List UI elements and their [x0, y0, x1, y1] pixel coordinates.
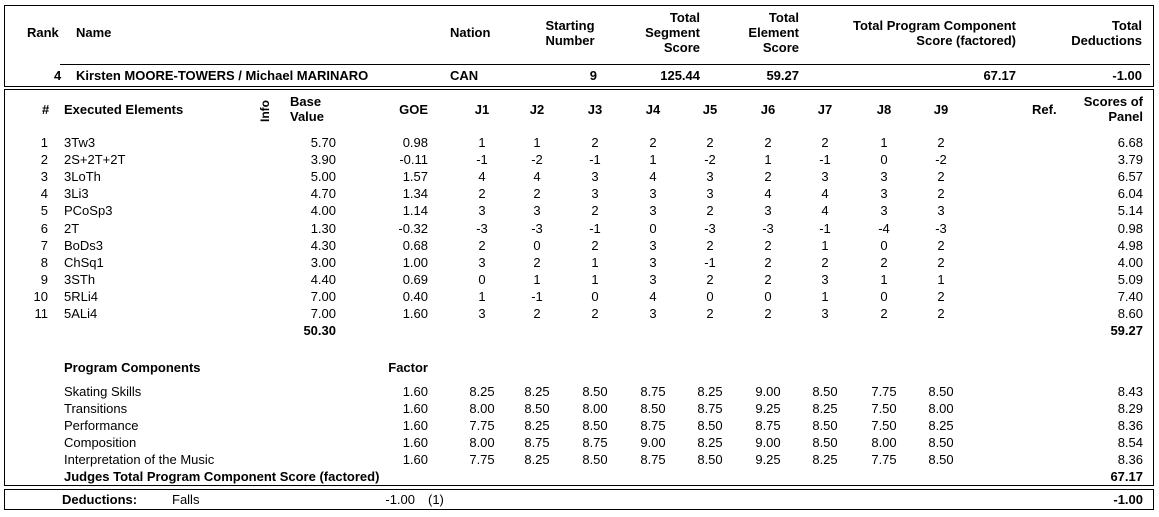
element-judge-2-mark: 1 [533, 135, 541, 150]
element-judge-8-mark: 0 [880, 152, 888, 168]
component-judge-1-mark: 8.00 [469, 401, 495, 416]
element-judge-1-mark: 1 [478, 135, 486, 150]
element-judge-7-mark: 2 [821, 135, 829, 150]
judge-header-5: J5 [702, 102, 718, 117]
component-name: Composition [64, 435, 137, 450]
component-name: Interpretation of the Music [64, 452, 215, 467]
tes-label-line3: Score [762, 40, 799, 55]
element-judge-6-mark: 2 [764, 237, 772, 253]
component-judge-8-mark: 7.50 [871, 401, 897, 416]
element-judge-7-mark: 4 [821, 186, 829, 202]
element-panel-score: 5.09 [1117, 271, 1143, 287]
skater-starting-number: 9 [589, 68, 597, 83]
element-goe: 0.68 [402, 237, 428, 253]
element-base-value: 5.70 [310, 135, 336, 150]
element-judge-6-mark: 1 [764, 152, 772, 168]
element-judge-9-mark: 2 [937, 254, 945, 270]
pcs-total-score: 67.17 [1110, 469, 1143, 484]
element-judge-8-mark: -4 [878, 220, 890, 236]
element-judge-3-mark: -1 [589, 220, 601, 236]
element-number: 10 [33, 288, 48, 304]
element-number: 2 [40, 152, 48, 168]
element-code: 3LoTh [64, 169, 101, 185]
element-judge-8-mark: 0 [880, 288, 888, 304]
element-goe: 1.57 [402, 169, 428, 185]
tes-label-line2: Element [748, 25, 799, 40]
element-judge-7-mark: 3 [821, 169, 829, 185]
component-panel-score: 8.36 [1117, 418, 1143, 433]
element-judge-9-mark: 2 [937, 186, 945, 202]
element-judge-5-mark: 2 [706, 135, 714, 150]
skater-pcs: 67.17 [983, 68, 1016, 83]
element-judge-9-mark: 2 [937, 288, 945, 304]
element-number: 11 [34, 306, 48, 321]
skater-rank: 4 [54, 68, 62, 83]
element-goe: 1.34 [402, 186, 428, 202]
ded-label-line2: Deductions [1071, 33, 1142, 48]
judge-header-2: J2 [529, 102, 545, 117]
element-code: 3Tw3 [64, 135, 96, 150]
component-judge-5-mark: 8.50 [697, 418, 723, 433]
component-judge-4-mark: 8.75 [640, 452, 666, 467]
element-judge-1-mark: 3 [478, 306, 486, 321]
components-title: Program Components [64, 360, 201, 375]
element-judge-6-mark: 2 [764, 306, 772, 321]
element-judge-4-mark: 0 [649, 220, 657, 236]
element-goe: 1.00 [402, 254, 428, 270]
tes-label-line1: Total [768, 10, 799, 25]
col-info-header: Info [258, 100, 272, 122]
component-judge-4-mark: 9.00 [640, 435, 666, 450]
element-judge-5-mark: 0 [706, 288, 714, 304]
element-judge-6-mark: 2 [764, 169, 772, 185]
element-number: 9 [40, 271, 48, 287]
component-judge-1-mark: 8.00 [469, 435, 495, 450]
element-judge-2-mark: 3 [533, 203, 541, 219]
element-code: 2T [64, 220, 80, 236]
component-factor: 1.60 [402, 418, 428, 433]
element-judge-4-mark: 4 [649, 169, 657, 185]
component-judge-6-mark: 8.75 [755, 418, 781, 433]
component-judge-3-mark: 8.75 [582, 435, 608, 450]
element-judge-3-mark: 1 [591, 254, 599, 270]
component-judge-5-mark: 8.25 [697, 435, 723, 450]
element-panel-score: 8.60 [1117, 306, 1143, 321]
component-judge-6-mark: 9.25 [755, 452, 781, 467]
element-judge-2-mark: 1 [533, 271, 541, 287]
element-number: 1 [40, 135, 48, 150]
element-panel-score: 6.57 [1117, 169, 1143, 185]
element-judge-4-mark: 3 [649, 306, 657, 321]
element-judge-3-mark: -1 [589, 152, 601, 168]
element-goe: -0.11 [399, 152, 428, 168]
element-judge-9-mark: 2 [937, 135, 945, 150]
element-goe: 1.14 [402, 203, 428, 219]
deductions-count: (1) [428, 492, 444, 507]
component-judge-4-mark: 8.50 [640, 401, 666, 416]
components-factor-header: Factor [388, 360, 428, 375]
skater-tes: 59.27 [766, 68, 799, 83]
tes-label [700, 10, 799, 55]
element-judge-7-mark: 4 [821, 203, 829, 219]
skater-name: Kirsten MOORE-TOWERS / Michael MARINARO [76, 68, 369, 83]
element-base-value: 3.00 [310, 254, 336, 270]
element-judge-6-mark: -3 [762, 220, 774, 236]
element-judge-9-mark: 2 [937, 306, 945, 321]
bv-header-line1: Base [290, 94, 322, 109]
judge-header-6: J6 [760, 102, 776, 117]
element-judge-4-mark: 3 [649, 237, 657, 253]
component-judge-5-mark: 8.75 [697, 401, 723, 416]
element-panel-score: 6.04 [1117, 186, 1143, 202]
element-judge-5-mark: 2 [706, 306, 714, 321]
component-judge-7-mark: 8.50 [812, 384, 838, 399]
element-code: PCoSp3 [64, 203, 113, 219]
component-judge-1-mark: 7.75 [469, 452, 495, 467]
element-judge-5-mark: 2 [706, 237, 714, 253]
element-base-value: 5.00 [310, 169, 336, 185]
rank-label: Rank [27, 25, 59, 40]
component-panel-score: 8.29 [1117, 401, 1143, 416]
element-number: 3 [40, 169, 48, 185]
judge-header-8: J8 [876, 102, 892, 117]
col-executed-header: Executed Elements [64, 102, 184, 117]
element-judge-7-mark: 1 [821, 237, 829, 253]
element-number: 4 [40, 186, 48, 202]
component-judge-9-mark: 8.00 [928, 401, 954, 416]
element-judge-6-mark: 3 [764, 203, 772, 219]
element-base-value: 4.40 [310, 271, 336, 287]
bv-header-line2: Value [290, 109, 324, 124]
component-judge-1-mark: 8.25 [469, 384, 495, 399]
element-judge-4-mark: 3 [649, 271, 657, 287]
element-number: 5 [40, 203, 48, 219]
element-judge-3-mark: 2 [591, 306, 599, 321]
element-base-value: 4.00 [310, 203, 336, 219]
component-panel-score: 8.54 [1117, 435, 1143, 450]
component-judge-7-mark: 8.25 [812, 452, 838, 467]
element-judge-2-mark: 2 [533, 254, 541, 270]
element-judge-6-mark: 2 [764, 254, 772, 270]
element-base-value: 3.90 [310, 152, 336, 168]
element-judge-2-mark: -2 [531, 152, 543, 168]
starting-number-label [530, 18, 610, 48]
element-panel-score: 7.40 [1117, 288, 1143, 304]
component-judge-5-mark: 8.25 [697, 384, 723, 399]
component-judge-4-mark: 8.75 [640, 418, 666, 433]
element-judge-4-mark: 3 [649, 186, 657, 202]
element-judge-5-mark: -1 [704, 254, 716, 270]
component-judge-9-mark: 8.50 [928, 384, 954, 399]
element-judge-1-mark: 3 [478, 203, 486, 219]
pcs-label-line1: Total Program Component [853, 18, 1016, 33]
element-judge-8-mark: 1 [880, 135, 888, 150]
element-judge-2-mark: 0 [533, 237, 541, 253]
scores-header-line2: Panel [1108, 109, 1143, 124]
element-code: 5RLi4 [64, 288, 98, 304]
element-code: BoDs3 [64, 237, 104, 253]
skater-nation: CAN [450, 68, 479, 83]
component-judge-8-mark: 7.75 [871, 384, 897, 399]
element-judge-1-mark: 3 [478, 254, 486, 270]
tss-label-line3: Score [663, 40, 700, 55]
skater-tss: 125.44 [660, 68, 700, 83]
element-judge-5-mark: 3 [706, 186, 714, 202]
component-judge-8-mark: 8.00 [871, 435, 897, 450]
component-judge-7-mark: 8.25 [812, 401, 838, 416]
element-judge-1-mark: 4 [478, 169, 486, 185]
element-judge-9-mark: 2 [937, 237, 945, 253]
element-goe: -0.32 [398, 220, 428, 236]
component-judge-2-mark: 8.50 [524, 401, 550, 416]
tss-label-line2: Segment [645, 25, 700, 40]
base-value-total: 50.30 [303, 323, 336, 338]
element-judge-1-mark: 2 [478, 186, 486, 202]
element-judge-6-mark: 2 [764, 271, 772, 287]
deductions-type: Falls [172, 492, 200, 507]
skater-deductions: -1.00 [1112, 68, 1142, 83]
component-panel-score: 8.43 [1117, 384, 1143, 399]
element-judge-8-mark: 1 [880, 271, 888, 287]
component-factor: 1.60 [402, 452, 428, 467]
element-judge-1-mark: -1 [476, 152, 488, 168]
col-base-value-header [290, 94, 324, 124]
component-judge-6-mark: 9.00 [755, 384, 781, 399]
col-scores-header [1060, 94, 1143, 124]
component-judge-6-mark: 9.25 [755, 401, 781, 416]
element-panel-score: 5.14 [1117, 203, 1143, 219]
col-goe-header: GOE [399, 102, 428, 117]
element-judge-9-mark: -2 [935, 152, 947, 168]
element-judge-7-mark: 3 [821, 306, 829, 321]
element-judge-4-mark: 3 [649, 203, 657, 219]
tss-label [600, 10, 700, 55]
element-goe: 0.98 [402, 135, 428, 150]
element-judge-7-mark: -1 [819, 152, 831, 168]
element-judge-7-mark: 1 [821, 288, 829, 304]
element-judge-8-mark: 0 [880, 237, 888, 253]
element-goe: 1.60 [402, 306, 428, 321]
element-code: 3STh [64, 271, 96, 287]
element-judge-5-mark: -2 [704, 152, 716, 168]
col-num-header: # [42, 102, 50, 117]
component-judge-9-mark: 8.50 [928, 452, 954, 467]
starting-label-line1: Starting [545, 18, 595, 33]
deductions-row-label: Deductions: [62, 492, 138, 507]
element-judge-2-mark: 4 [533, 169, 541, 185]
component-judge-3-mark: 8.50 [582, 384, 608, 399]
element-base-value: 7.00 [310, 288, 336, 304]
element-judge-2-mark: 2 [533, 186, 541, 202]
component-judge-1-mark: 7.75 [469, 418, 495, 433]
element-code: 3Li3 [64, 186, 89, 202]
element-judge-4-mark: 3 [649, 254, 657, 270]
element-base-value: 4.70 [310, 186, 336, 202]
element-judge-4-mark: 1 [649, 152, 657, 168]
element-judge-3-mark: 2 [591, 135, 599, 150]
element-base-value: 1.30 [310, 220, 336, 236]
judge-header-9: J9 [933, 102, 949, 117]
element-judge-7-mark: 2 [821, 254, 829, 270]
element-judge-8-mark: 2 [880, 306, 888, 321]
element-judge-6-mark: 4 [764, 186, 772, 202]
element-judge-5-mark: 3 [706, 169, 714, 185]
component-judge-7-mark: 8.50 [812, 435, 838, 450]
element-base-value: 4.30 [310, 237, 336, 253]
element-judge-5-mark: 2 [706, 203, 714, 219]
element-judge-8-mark: 2 [880, 254, 888, 270]
component-judge-8-mark: 7.75 [871, 452, 897, 467]
element-panel-score: 0.98 [1117, 220, 1143, 236]
component-judge-5-mark: 8.50 [697, 452, 723, 467]
judge-header-4: J4 [645, 102, 661, 117]
judge-header-1: J1 [474, 102, 490, 117]
element-judge-7-mark: 3 [821, 271, 829, 287]
element-judge-1-mark: 2 [478, 237, 486, 253]
element-number: 6 [40, 220, 48, 236]
element-judge-3-mark: 1 [591, 271, 599, 287]
element-panel-score: 3.79 [1117, 152, 1143, 168]
element-panel-score: 4.00 [1117, 254, 1143, 270]
component-judge-9-mark: 8.25 [928, 418, 954, 433]
element-code: 2S+2T+2T [64, 152, 126, 168]
component-judge-9-mark: 8.50 [928, 435, 954, 450]
element-judge-5-mark: -3 [704, 220, 716, 236]
element-judge-3-mark: 2 [591, 237, 599, 253]
element-judge-2-mark: 2 [533, 306, 541, 321]
nation-label: Nation [450, 25, 491, 40]
component-judge-2-mark: 8.75 [524, 435, 550, 450]
name-label: Name [76, 25, 112, 40]
element-judge-8-mark: 3 [880, 169, 888, 185]
element-panel-score: 6.68 [1117, 135, 1143, 150]
component-factor: 1.60 [402, 401, 428, 416]
starting-label-line2: Number [545, 33, 595, 48]
header-divider [60, 64, 1150, 65]
element-judge-3-mark: 0 [591, 288, 599, 304]
element-number: 7 [40, 237, 48, 253]
component-factor: 1.60 [402, 384, 428, 399]
component-judge-8-mark: 7.50 [871, 418, 897, 433]
element-goe: 0.40 [402, 288, 428, 304]
element-judge-1-mark: 1 [478, 288, 486, 304]
pcs-label [820, 18, 1016, 48]
element-judge-7-mark: -1 [819, 220, 831, 236]
element-judge-9-mark: 2 [937, 169, 945, 185]
element-judge-3-mark: 3 [591, 186, 599, 202]
col-ref-header: Ref. [1032, 102, 1057, 117]
element-judge-4-mark: 4 [649, 288, 657, 304]
element-judge-6-mark: 2 [764, 135, 772, 150]
element-judge-8-mark: 3 [880, 186, 888, 202]
element-judge-9-mark: 3 [937, 203, 945, 219]
element-judge-8-mark: 3 [880, 203, 888, 219]
component-factor: 1.60 [402, 435, 428, 450]
element-judge-4-mark: 2 [649, 135, 657, 150]
element-judge-5-mark: 2 [706, 271, 714, 287]
component-judge-2-mark: 8.25 [524, 452, 550, 467]
component-name: Skating Skills [64, 384, 142, 399]
element-panel-score: 4.98 [1117, 237, 1143, 253]
element-judge-3-mark: 2 [591, 203, 599, 219]
component-judge-3-mark: 8.00 [582, 401, 608, 416]
judge-header-7: J7 [817, 102, 833, 117]
element-judge-6-mark: 0 [764, 288, 772, 304]
element-judge-9-mark: 1 [937, 271, 945, 287]
component-judge-3-mark: 8.50 [582, 418, 608, 433]
deductions-value: -1.00 [385, 492, 415, 507]
component-name: Transitions [64, 401, 128, 416]
element-judge-1-mark: 0 [478, 271, 486, 287]
element-judge-9-mark: -3 [935, 220, 947, 236]
element-judge-2-mark: -3 [531, 220, 543, 236]
component-judge-2-mark: 8.25 [524, 384, 550, 399]
deductions-total: -1.00 [1113, 492, 1143, 507]
element-number: 8 [40, 254, 48, 270]
scores-header-line1: Scores of [1083, 94, 1143, 109]
ded-label-line1: Total [1111, 18, 1142, 33]
element-judge-2-mark: -1 [531, 288, 543, 304]
element-code: ChSq1 [64, 254, 104, 270]
element-base-value: 7.00 [310, 306, 336, 321]
tss-label-line1: Total [669, 10, 700, 25]
deductions-label [1040, 18, 1142, 48]
component-name: Performance [64, 418, 139, 433]
component-judge-6-mark: 9.00 [755, 435, 781, 450]
element-code: 5ALi4 [64, 306, 98, 321]
component-judge-7-mark: 8.50 [812, 418, 838, 433]
element-judge-1-mark: -3 [476, 220, 488, 236]
element-judge-3-mark: 3 [591, 169, 599, 185]
elements-score-total: 59.27 [1110, 323, 1143, 338]
element-goe: 0.69 [402, 271, 428, 287]
component-judge-2-mark: 8.25 [524, 418, 550, 433]
pcs-label-line2: Score (factored) [916, 33, 1016, 48]
component-judge-4-mark: 8.75 [640, 384, 666, 399]
pcs-total-label: Judges Total Program Component Score (factored) [64, 469, 380, 484]
judge-header-3: J3 [587, 102, 603, 117]
component-panel-score: 8.36 [1117, 452, 1143, 467]
component-judge-3-mark: 8.50 [582, 452, 608, 467]
